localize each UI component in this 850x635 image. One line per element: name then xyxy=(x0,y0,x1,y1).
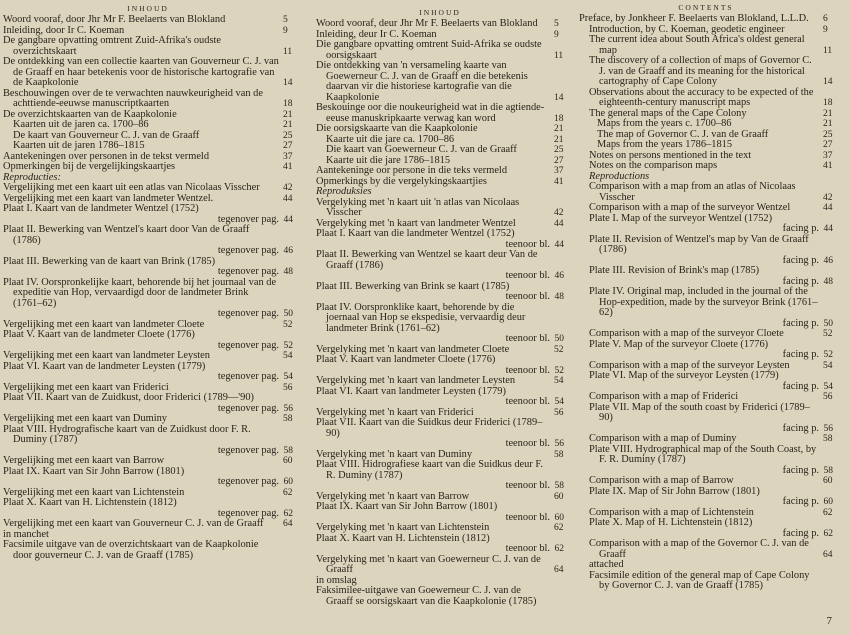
toc-entry-facing-page xyxy=(3,309,293,320)
toc-entry-title: Vergelyking met 'n kaart van Goewerneur C. J. van de Graaff xyxy=(316,553,541,575)
toc-entry-title: De gangbare opvatting omtrent Zuid-Afrika's oudste overzichtskaart xyxy=(3,35,221,57)
toc-entry-facing-page xyxy=(3,267,293,278)
toc-entry: The map of Governor C. J. van de Graaff 25 xyxy=(597,128,833,140)
toc-entry-title: Vergelijking met een kaart van Friderici xyxy=(3,381,169,393)
toc-entry-title: Opmerkingen bij de vergelijkingskaartjes xyxy=(3,161,176,172)
toc-entry-title: Comparison with a map of the surveyor Cloete xyxy=(589,328,784,339)
toc-entry: Maps from the years c. 1700–86 21 xyxy=(597,118,833,129)
toc-entry: Die oorsigskaarte van die Kaapkolonie 21 xyxy=(316,123,564,134)
facing-page-number: 46 xyxy=(283,246,293,256)
toc-entry: Woord vooraf, deur Jhr Mr F. Beelaerts van Blokland 5 xyxy=(316,18,559,29)
toc-entry-title: Vergelyking met 'n kaart van Lichtenstein xyxy=(316,522,490,533)
toc-entry: Vergelyking met 'n kaart van landmeter Cloete 52 xyxy=(316,343,564,355)
toc-entry-title: Vergelijking met een kaart van landmeter Wentzel. xyxy=(3,192,214,204)
toc-entry-title: Vergelijking met een kaart van Barrow xyxy=(3,455,165,466)
toc-entry-title: Kaarten uit de jaren 1786–1815 xyxy=(13,140,145,151)
toc-entry-facing-page xyxy=(316,271,564,282)
facing-page-number: 50 xyxy=(283,309,293,319)
toc-entry-title: Faksimilee-uitgawe van Goewerneur C. J. van de Graaff se oorsigskaart van die Kaapkolonie (1785) xyxy=(316,585,537,607)
toc-entry-facing-page xyxy=(3,477,293,488)
toc-entry-title: Plate VII. Map of the south coast by Friderici (1789–90) xyxy=(589,401,810,423)
toc-entry-title: Vergelijking met een kaart van Gouverneur C. J. van de Graaff xyxy=(3,518,264,529)
toc-entry: Woord vooraf, door Jhr Mr F. Beelaerts van Blokland 5 xyxy=(3,14,288,25)
toc-entry-title: Reproducties: xyxy=(3,171,61,183)
toc-entry: Comparison with a map from an atlas of Nicolaas Visscher 42 xyxy=(589,181,833,203)
toc-entry-title: Plate I. Map of the surveyor Wentzel (1752) xyxy=(589,212,773,224)
toc-entry-title: Comparison with a map of Duminy xyxy=(589,433,737,444)
toc-entry: Maps from the years 1786–1815 27 xyxy=(597,139,833,150)
toc-entry: Comparison with a map of the surveyor Leysten 54 xyxy=(589,359,833,371)
toc-entry: Notes on persons mentioned in the text 37 xyxy=(589,149,833,161)
toc-entry-title: Maps from the years 1786–1815 xyxy=(597,139,733,150)
toc-entry-title: De overzichtskaarten van de Kaapkolonie xyxy=(3,108,177,120)
toc-entry-title: Beschouwingen over de te verwachten nauwkeurigheid van de achttiende-eeuwse manuscriptkaarten xyxy=(3,87,263,109)
toc-entry-title: Vergelyking met 'n kaart uit 'n atlas van Nicolaas Visscher xyxy=(316,196,520,218)
toc-entry: Introduction, by C. Koeman, geodetic engineer 9 xyxy=(589,23,828,35)
toc-entry-title: Preface, by Jonkheer F. Beelaerts van Blokland, L.L.D. xyxy=(579,13,809,24)
toc-entry-title: Comparison with a map of the Governor C. J. van de Graaff xyxy=(589,538,809,560)
toc-entry-facing-page xyxy=(3,372,293,383)
facing-page-number: 62 xyxy=(554,544,564,554)
toc-entry xyxy=(316,187,564,198)
toc-entry-title: Comparison with a map of Friderici xyxy=(589,391,739,402)
toc-entry-title: Observations about the accuracy to be expected of the eighteenth-century manuscript maps xyxy=(589,86,814,108)
facing-page-number: 44 xyxy=(823,224,833,234)
toc-entry-facing-page xyxy=(579,497,833,508)
toc-entry-title: attached xyxy=(589,559,624,570)
toc-entry: Preface, by Jonkheer F. Beelaerts van Blokland, L.L.D. 6 xyxy=(579,13,828,24)
toc-entry-title: Woord vooraf, deur Jhr Mr F. Beelaerts van Blokland xyxy=(316,18,538,29)
toc-entry: Vergelyking met 'n kaart van Duminy 58 xyxy=(316,448,564,460)
facing-label: tegenover pag. xyxy=(217,266,279,277)
facing-label: tegenover pag. xyxy=(217,507,279,519)
facing-page-number: 60 xyxy=(823,497,833,507)
toc-entry-title: Vergelyking met 'n kaart van landmeter Cloete xyxy=(316,343,510,355)
facing-page-number: 50 xyxy=(554,334,564,344)
toc-entry: De kaart van Gouverneur C. J. van de Graaff 25 xyxy=(13,129,293,141)
toc-entry: The current idea about South Africa's oldest general map 11 xyxy=(589,34,833,56)
toc-entry-title: Plate IV. Original map, included in the journal of the Hop-expedition, made by the surveyor Brink (1761–62) xyxy=(589,286,818,318)
toc-entry: Comparison with a map of Barrow 60 xyxy=(589,475,833,486)
toc-entry-title: Comparison with a map of Barrow xyxy=(589,475,734,486)
toc-entry xyxy=(579,235,833,256)
toc-entry xyxy=(3,278,293,310)
toc-entry-title: Notes on persons mentioned in the text xyxy=(589,149,752,161)
toc-entry-title: Maps from the years c. 1700–86 xyxy=(597,118,732,129)
facing-label: facing p. xyxy=(782,380,819,392)
toc-entry xyxy=(316,586,564,607)
facing-label: teenoor bl. xyxy=(505,396,550,407)
facing-label: tegenover pag. xyxy=(217,245,279,256)
toc-entry: Vergelijking met een kaart uit een atlas van Nicolaas Visscher 42 xyxy=(3,182,293,193)
facing-page-number: 46 xyxy=(554,271,564,281)
toc-entry: Vergelijking met een kaart van Gouverneur C. J. van de Graaff 64 xyxy=(3,518,293,529)
facing-page-number: 56 xyxy=(283,403,293,414)
toc-entry: Die ontdekking van 'n versameling kaarte van Goewerneur C. J. van de Graaff en die betekenis daarvan vir die historiese kartografie van die Kaapkolonie 14 xyxy=(316,60,564,103)
toc-entry-title: Die oorsigskaarte van die Kaapkolonie xyxy=(316,123,478,134)
facing-label: facing p. xyxy=(782,275,819,287)
toc-entry: De gangbare opvatting omtrent Zuid-Afrika's oudste overzichtskaart 11 xyxy=(3,35,293,57)
facing-label: tegenover pag. xyxy=(217,213,279,225)
toc-entry: Vergelyking met 'n kaart uit 'n atlas van Nicolaas Visscher 42 xyxy=(316,196,564,218)
toc-entry-title: Vergelyking met 'n kaart van landmeter Wentzel xyxy=(316,217,516,229)
toc-entry-title: Plate VIII. Hydrographical map of the South Coast, by F. R. Duminy (1787) xyxy=(589,443,817,465)
facing-page-number: 44 xyxy=(554,239,564,250)
toc-entry: Inleiding, deur Ir C. Koeman 9 xyxy=(316,28,559,40)
toc-entry: Comparison with a map of Friderici 56 xyxy=(589,391,833,402)
toc-entry-title: Vergelijking met een kaart van Lichtenstein xyxy=(3,486,185,498)
toc-entry-title: Vergelyking met 'n kaart van landmeter Leysten xyxy=(316,375,516,386)
toc-entry-title: Plaat II. Bewerking van Wentzel se kaart deur Van de Graaff (1786) xyxy=(316,249,538,271)
toc-entry-title: Kaarten uit de jaren ca. 1700–86 xyxy=(13,119,149,130)
toc-entry-title: The map of Governor C. J. van de Graaff xyxy=(597,128,769,140)
toc-entry-facing-page xyxy=(579,350,833,361)
toc-entry-title: Plaat I. Kaart van de landmeter Wentzel (1752) xyxy=(3,203,199,214)
facing-label: facing p. xyxy=(782,464,819,476)
toc-entry: Kaarte uit die jare ca. 1700–86 21 xyxy=(326,133,564,145)
toc-entry-title: Plaat I. Kaart van die landmeter Wentzel (1752) xyxy=(316,228,515,239)
facing-page-number: 48 xyxy=(554,292,564,302)
toc-entry-title: Plate IX. Map of Sir John Barrow (1801) xyxy=(589,485,760,497)
toc-entry: Comparison with a map of Lichtenstein 62 xyxy=(589,506,833,518)
toc-entry-facing-page xyxy=(316,439,564,450)
toc-entry: Aantekeninge oor persone in die teks vermeld 37 xyxy=(316,165,564,176)
toc-entry xyxy=(3,540,293,561)
toc-entry xyxy=(316,303,564,335)
facing-label: tegenover pag. xyxy=(217,402,279,414)
toc-entry-facing-page xyxy=(316,292,564,303)
toc-entry-title: Facsimile uitgave van de overzichtskaart van de Kaapkolonie door gouverneur C. J. van de Graaff (1785) xyxy=(3,539,259,561)
toc-entry-title: Reproduksies xyxy=(316,186,372,197)
facing-label: facing p. xyxy=(782,422,819,434)
toc-entry: Vergelijking met een kaart van landmeter Cloete 52 xyxy=(3,318,293,330)
toc-entry-title: Plaat IX. Kaart van Sir John Barrow (1801) xyxy=(316,501,498,512)
facing-label: teenoor bl. xyxy=(505,511,550,523)
facing-page-number: 56 xyxy=(823,423,833,434)
toc-entry: De ontdekking van een collectie kaarten van Gouverneur C. J. van de Graaff en haar betekenis voor de historische kartografie van de Kaapkolonie 14 xyxy=(3,56,293,88)
toc-entry-title: Plate V. Map of the surveyor Cloete (1776) xyxy=(589,338,769,350)
toc-entry: Vergelyking met 'n kaart van Barrow 60 xyxy=(316,490,564,502)
toc-entry: Vergelyking met 'n kaart van landmeter Wentzel 44 xyxy=(316,217,564,229)
toc-entry-title: Plaat III. Bewerking van de kaart van Brink (1785) xyxy=(3,255,216,267)
toc-entry xyxy=(579,287,833,319)
toc-entry-title: Plaat VII. Kaart van de Zuidkust, door Friderici (1789—'90) xyxy=(3,392,254,403)
toc-entry-title: Plaat V. Kaart van landmeter Cloete (1776) xyxy=(316,354,496,365)
facing-label: facing p. xyxy=(782,254,819,266)
facing-page-number: 52 xyxy=(823,350,833,360)
facing-label: teenoor bl. xyxy=(505,270,550,281)
toc-entry: Comparison with a map of the surveyor Wentzel 44 xyxy=(589,202,833,213)
toc-entry-title: Inleiding, door Ir C. Koeman xyxy=(3,24,125,36)
facing-label: teenoor bl. xyxy=(505,438,550,449)
facing-page-number: 54 xyxy=(283,372,293,382)
facing-page-number: 58 xyxy=(554,481,564,491)
toc-entry-title: Woord vooraf, door Jhr Mr F. Beelaerts van Blokland xyxy=(3,14,226,25)
facing-page-number: 52 xyxy=(554,365,564,376)
toc-entry-title: Comparison with a map from an atlas of Nicolaas Visscher xyxy=(589,181,796,203)
page-number: 7 xyxy=(826,615,832,627)
facing-label: tegenover pag. xyxy=(217,308,279,319)
toc-entry-title: Plate II. Revision of Wentzel's map by Van de Graaff (1786) xyxy=(589,233,809,255)
toc-entry-title: Beskouinge oor die noukeurigheid wat in die agtiende-eeuse manuskripkaarte verwag kan word xyxy=(316,102,545,124)
toc-entry-facing-page xyxy=(316,334,564,345)
toc-entry xyxy=(316,250,564,271)
facing-label: teenoor bl. xyxy=(505,364,550,376)
toc-entry-title: Vergelyking met 'n kaart van Barrow xyxy=(316,490,470,502)
toc-entry: Vergelyking met 'n kaart van Lichtenstein 62 xyxy=(316,522,564,533)
toc-entry: Kaarte uit die jare 1786–1815 27 xyxy=(326,154,564,166)
toc-entry-title: Inleiding, deur Ir C. Koeman xyxy=(316,28,437,40)
toc-entry: Vergelijking met een kaart van landmeter Leysten 54 xyxy=(3,350,293,361)
toc-entry-title: Introduction, by C. Koeman, geodetic engineer xyxy=(589,23,785,35)
toc-entry-facing-page xyxy=(316,544,564,555)
toc-entry: Notes on the comparison maps 41 xyxy=(589,160,833,171)
toc-entry xyxy=(579,571,833,592)
toc-entry: Die kaart van Goewerneur C. J. van de Graaff 25 xyxy=(326,144,564,155)
toc-entry-title: Kaarte uit die jare 1786–1815 xyxy=(326,154,451,166)
toc-entry: Vergelijking met een kaart van Barrow 60 xyxy=(3,455,293,466)
toc-entry: Aantekeningen over personen in de tekst vermeld 37 xyxy=(3,150,293,162)
facing-label: teenoor bl. xyxy=(505,238,550,250)
toc-entry: Beschouwingen over de te verwachten nauwkeurigheid van de achttiende-eeuwse manuscriptkaarten 18 xyxy=(3,87,293,109)
toc-entry: Opmerkingen bij de vergelijkingskaartjes 41 xyxy=(3,161,293,172)
toc-entry-title: Plaat IV. Oorspronklike kaart, behorende by die joernaal van Hop se ekspedisie, vervaardig deur landmeter Brink (1761–62) xyxy=(316,301,526,334)
facing-page-number: 48 xyxy=(283,267,293,277)
toc-entry-title: Plaat III. Bewerking van Brink se kaart (1785) xyxy=(316,280,510,292)
toc-entries xyxy=(579,14,833,592)
toc-entry-title: The discovery of a collection of maps of Governor C. J. van de Graaff and its meaning for the historical cartography of Cape Colony xyxy=(589,55,812,87)
toc-entry-title: Die ontdekking van 'n versameling kaarte van Goewerneur C. J. van de Graaff en die betekenis daarvan vir die historiese kartografie van die Kaapkolonie xyxy=(316,60,528,103)
facing-label: facing p. xyxy=(782,349,819,360)
toc-entry xyxy=(316,460,564,481)
toc-entry: Vergelijking met een kaart van Lichtenstein 62 xyxy=(3,486,293,498)
facing-page-number: 52 xyxy=(283,340,293,351)
toc-entry: Comparison with a map of the Governor C. J. van de Graaff 64 xyxy=(589,538,833,560)
toc-entry-title: in manchet xyxy=(3,528,49,540)
toc-entry-title: Die gangbare opvatting omtrent Suid-Afrika se oudste oorsigskaart xyxy=(316,39,542,61)
toc-entry-title: Plaat V. Kaart van de landmeter Cloete (1776) xyxy=(3,329,195,340)
toc-entry: Kaarten uit de jaren 1786–1815 27 xyxy=(13,140,293,151)
toc-entry-title: Aantekeningen over personen in de tekst vermeld xyxy=(3,150,210,162)
toc-entry-title: The current idea about South Africa's oldest general map xyxy=(589,34,805,56)
toc-entry: The general maps of the Cape Colony 21 xyxy=(589,107,833,119)
toc-column-english xyxy=(579,3,833,628)
facing-label: teenoor bl. xyxy=(505,333,550,344)
toc-entry: Beskouinge oor die noukeurigheid wat in die agtiende-eeuse manuskripkaarte verwag kan word 18 xyxy=(316,102,564,124)
toc-entry-title: Opmerkings by die vergelykingskaartjies xyxy=(316,175,487,187)
toc-entry-title: Vergelyking met 'n kaart van Duminy xyxy=(316,448,473,460)
toc-entry-title: De ontdekking van een collectie kaarten van Gouverneur C. J. van de Graaff en haar betekenis voor de historische kartografie van de Kaapkolonie xyxy=(3,56,279,88)
toc-entry-title: Comparison with a map of the surveyor Wentzel xyxy=(589,202,791,213)
toc-entry: Die gangbare opvatting omtrent Suid-Afrika se oudste oorsigskaart 11 xyxy=(316,39,564,61)
toc-entry-title: Die kaart van Goewerneur C. J. van de Graaff xyxy=(326,144,517,155)
toc-entry: Observations about the accuracy to be expected of the eighteenth-century manuscript maps 18 xyxy=(589,86,833,108)
toc-entry-title: Comparison with a map of the surveyor Leysten xyxy=(589,359,790,371)
toc-entry-facing-page xyxy=(316,397,564,408)
toc-entry: De overzichtskaarten van de Kaapkolonie 21 xyxy=(3,108,293,120)
toc-entry: Vergelijking met een kaart van Duminy 58 xyxy=(3,413,293,424)
facing-label: facing p. xyxy=(782,527,819,539)
toc-entry-title: Facsimile edition of the general map of Cape Colony by Governor C. J. van de Graaff (1785) xyxy=(589,569,810,591)
facing-page-number: 44 xyxy=(283,214,293,225)
toc-entry-title: Comparison with a map of Lichtenstein xyxy=(589,506,754,518)
facing-page-number: 54 xyxy=(823,381,833,392)
facing-page-number: 50 xyxy=(823,318,833,329)
facing-label: tegenover pag. xyxy=(217,371,279,382)
facing-page-number: 60 xyxy=(554,512,564,523)
facing-label: facing p. xyxy=(782,223,819,234)
toc-entry-title: Plaat VI. Kaart van landmeter Leysten (1779) xyxy=(316,385,506,397)
toc-entry-title: Plaat II. Bewerking van Wentzel's kaart door Van de Graaff (1786) xyxy=(3,224,250,246)
facing-page-number: 62 xyxy=(823,528,833,539)
toc-entry: Vergelijking met een kaart van landmeter Wentzel. 44 xyxy=(3,192,293,204)
toc-entries xyxy=(3,15,293,561)
toc-entry-title: Aantekeninge oor persone in die teks vermeld xyxy=(316,165,508,176)
toc-entry-title: Notes on the comparison maps xyxy=(589,160,718,171)
toc-entry-title: Vergelyking met 'n kaart van Friderici xyxy=(316,406,474,418)
facing-label: teenoor bl. xyxy=(505,291,550,302)
toc-entry-title: Plaat IV. Oorspronkelijke kaart, behorende bij het journaal van de expeditie van Hop, vervaardigd door de landmeter Brink (1761–62) xyxy=(3,276,277,309)
toc-entry xyxy=(3,425,293,446)
toc-entry: Inleiding, door Ir C. Koeman 9 xyxy=(3,24,288,36)
toc-entry: Comparison with a map of the surveyor Cloete 52 xyxy=(589,328,833,339)
facing-label: tegenover pag. xyxy=(217,339,279,351)
toc-entry-title: Plaat VIII. Hidrografiese kaart van die Suidkus deur F. R. Duminy (1787) xyxy=(316,459,543,481)
toc-entry-title: Kaarte uit die jare ca. 1700–86 xyxy=(326,133,455,145)
toc-column-dutch xyxy=(3,4,293,629)
facing-label: tegenover pag. xyxy=(217,444,279,456)
toc-entry-title: Vergelijking met een kaart van landmeter Leysten xyxy=(3,350,210,361)
facing-label: teenoor bl. xyxy=(505,480,550,491)
toc-entry-title: in omslag xyxy=(316,574,357,586)
facing-label: facing p. xyxy=(782,496,819,507)
toc-entry: Vergelyking met 'n kaart van landmeter Leysten 54 xyxy=(316,375,564,386)
toc-entry-title: Vergelijking met een kaart van landmeter Cloete xyxy=(3,318,205,330)
toc-entry: Opmerkings by die vergelykingskaartjies 41 xyxy=(316,175,564,187)
toc-entry-facing-page xyxy=(316,481,564,492)
toc-entry-title: Plaat VIII. Hydrografische kaart van de Zuidkust door F. R. Duminy (1787) xyxy=(3,423,251,445)
toc-entry xyxy=(579,445,833,466)
toc-column-afrikaans xyxy=(316,8,564,633)
facing-page-number: 58 xyxy=(823,465,833,476)
toc-entry xyxy=(316,418,564,439)
toc-entry xyxy=(579,560,833,571)
toc-entry-title: Vergelijking met een kaart uit een atlas van Nicolaas Visscher xyxy=(3,182,260,193)
facing-page-number: 56 xyxy=(554,439,564,449)
toc-entry-title: Plaat X. Kaart van H. Lichtenstein (1812) xyxy=(3,497,177,508)
facing-page-number: 58 xyxy=(283,445,293,456)
column-header: CONTENTS xyxy=(678,3,734,12)
toc-entry-title: Plate X. Map of H. Lichtenstein (1812) xyxy=(589,517,753,528)
toc-entry-title: The general maps of the Cape Colony xyxy=(589,107,747,119)
facing-label: teenoor bl. xyxy=(505,543,550,554)
toc-entry: Kaarten uit de jaren ca. 1700–86 21 xyxy=(13,119,293,130)
toc-entry-title: Plaat IX. Kaart van Sir John Barrow (1801) xyxy=(3,465,185,477)
toc-entry-facing-page xyxy=(3,246,293,257)
toc-entry-title: Plate VI. Map of the surveyor Leysten (1779) xyxy=(589,370,779,381)
toc-entry-title: Plate III. Revision of Brink's map (1785) xyxy=(589,265,760,276)
facing-label: facing p. xyxy=(782,317,819,329)
toc-entry-facing-page xyxy=(579,224,833,235)
facing-page-number: 48 xyxy=(823,276,833,287)
facing-page-number: 62 xyxy=(283,508,293,519)
column-header: INHOUD xyxy=(419,8,461,17)
toc-entry: Vergelyking met 'n kaart van Goewerneur C. J. van de Graaff 64 xyxy=(316,553,564,575)
toc-entry-title: De kaart van Gouverneur C. J. van de Graaff xyxy=(13,129,200,141)
facing-label: tegenover pag. xyxy=(217,476,279,487)
facing-page-number: 46 xyxy=(823,255,833,266)
facing-page-number: 54 xyxy=(554,397,564,407)
toc-entry-title: Plaat X. Kaart van H. Lichtenstein (1812) xyxy=(316,532,490,544)
toc-entry: Comparison with a map of Duminy 58 xyxy=(589,433,833,444)
toc-entry: The discovery of a collection of maps of Governor C. J. van de Graaff and its meaning for the historical cartography of Cape Colony 14 xyxy=(589,55,833,87)
toc-entry: Vergelijking met een kaart van Friderici 56 xyxy=(3,381,293,393)
toc-entry xyxy=(3,225,293,246)
column-header: INHOUD xyxy=(127,4,169,13)
facing-page-number: 60 xyxy=(283,477,293,487)
toc-entry-title: Reproductions xyxy=(589,170,650,182)
toc-entry-title: Vergelijking met een kaart van Duminy xyxy=(3,413,167,424)
toc-entries xyxy=(316,19,564,607)
toc-entry-title: Plaat VI. Kaart van de landmeter Leysten (1779) xyxy=(3,360,206,372)
toc-entry-title: Plaat VII. Kaart van die Suidkus deur Friderici (1789–90) xyxy=(316,417,543,439)
toc-entry xyxy=(579,403,833,424)
toc-entry: Vergelyking met 'n kaart van Friderici 56 xyxy=(316,406,564,418)
